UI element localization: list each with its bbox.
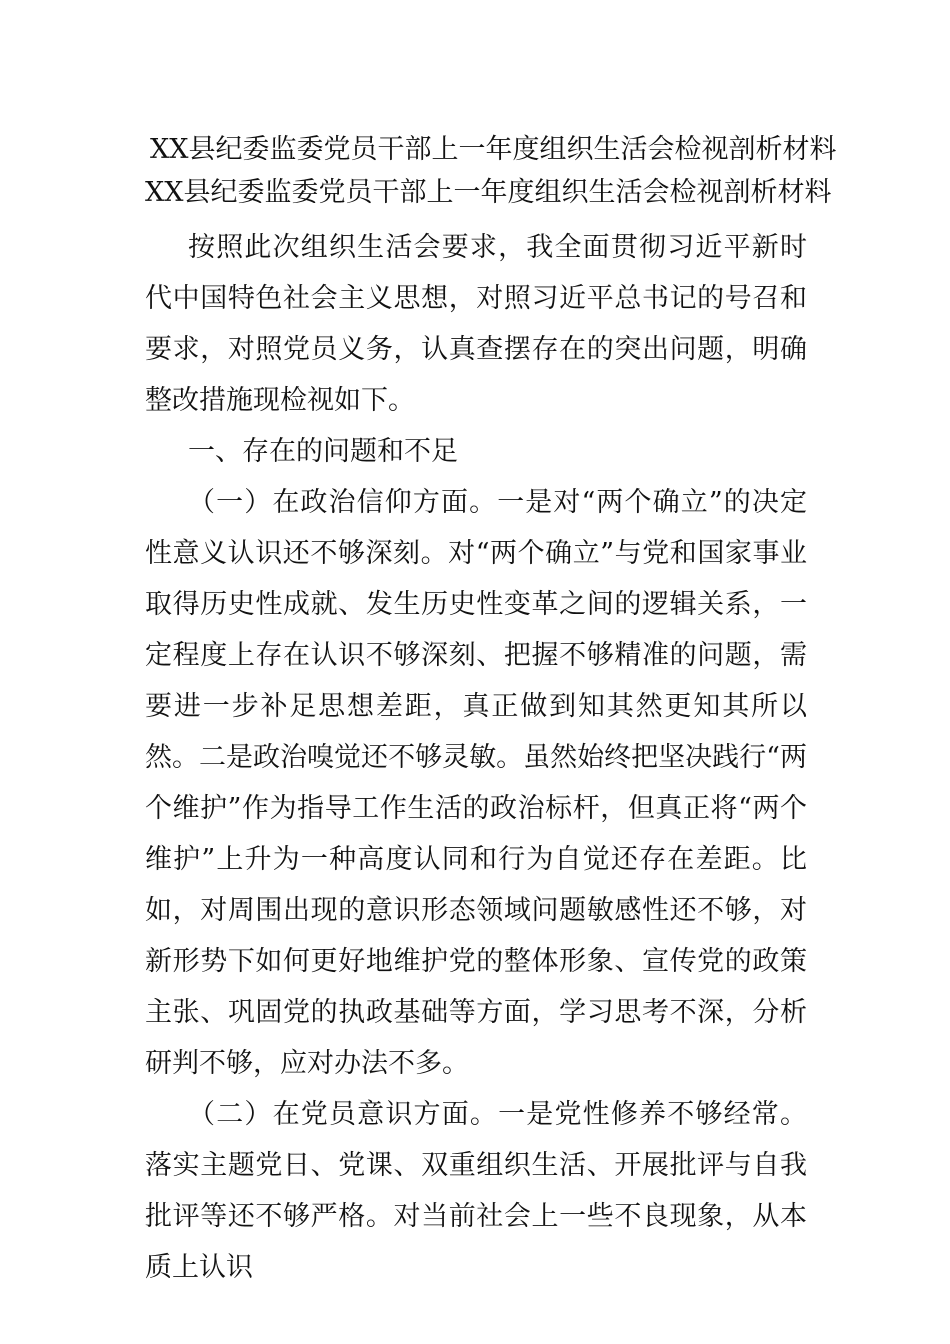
intro-paragraph: 按照此次组织生活会要求，我全面贯彻习近平新时代中国特色社会主义思想，对照习近平总书记的号召和要求，对照党员义务，认真查摆存在的突出问题，明确整改措施现检视如下。 <box>145 232 807 416</box>
document-body <box>145 222 807 1293</box>
document-page <box>145 128 837 1293</box>
item-1-paragraph: （一）在政治信仰方面。一是对“两个确立”的决定性意义认识还不够深刻。对“两个确立”与党和国家事业取得历史性成就、发生历史性变革之间的逻辑关系，一定程度上存在认识不够深刻、把握不够精准的问题，需要进一步补足思想差距，真正做到知其然更知其所以然。二是政治嗅觉还不够灵敏。虽然始终把坚决践行“两个维护”作为指导工作生活的政治标杆，但真正将“两个维护”上升为一种高度认同和行为自觉还存在差距。比如，对周围出现的意识形态领域问题敏感性还不够，对新形势下如何更好地维护党的整体形象、宣传党的政策主张、巩固党的执政基础等方面，学习思考不深，分析研判不够，应对办法不多。 <box>145 487 807 1079</box>
section-heading-1: 一、存在的问题和不足 <box>188 436 458 467</box>
item-2-paragraph: （二）在党员意识方面。一是党性修养不够经常。落实主题党日、党课、双重组织生活、开展批评与自我批评等还不够严格。对当前社会上一些不良现象，从本质上认识 <box>145 1099 807 1283</box>
document-title-line-2: XX县纪委监委党员干部上一年度组织生活会检视剖析材料 <box>145 177 832 208</box>
document-title-line-1: XX县纪委监委党员干部上一年度组织生活会检视剖析材料 <box>150 134 837 165</box>
